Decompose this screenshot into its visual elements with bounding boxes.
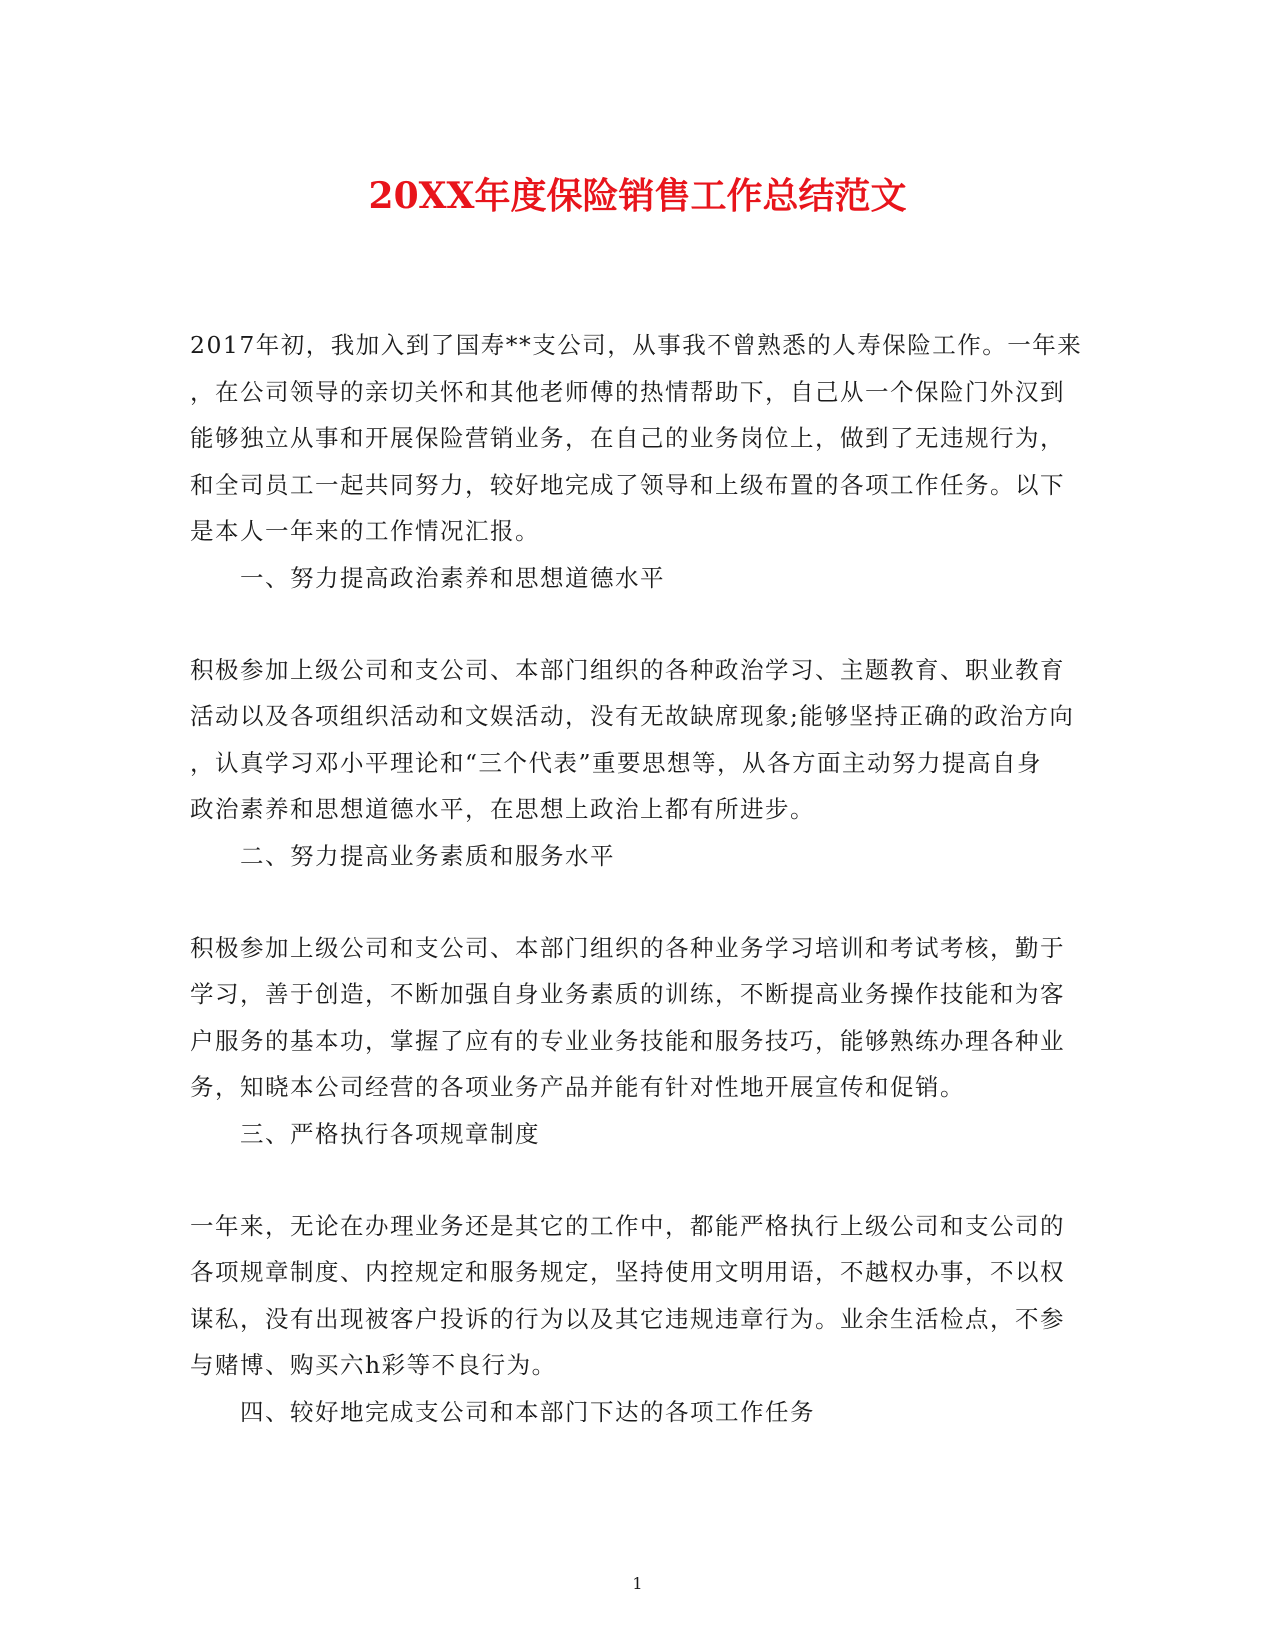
body-line: 谋私，没有出现被客户投诉的行为以及其它违规违章行为。业余生活检点，不参 (190, 1304, 1065, 1333)
body-line: 政治素养和思想道德水平，在思想上政治上都有所进步。 (190, 795, 815, 823)
page-number: 1 (632, 1574, 643, 1593)
document-title: 20XX年度保险销售工作总结范文 (368, 175, 907, 217)
body-line: 2017年初，我加入到了国寿**支公司，从事我不曾熟悉的人寿保险工作。一年来 (190, 331, 1083, 359)
body-line: 积极参加上级公司和支公司、本部门组织的各种政治学习、主题教育、职业教育 (190, 655, 1065, 684)
body-line: 一年来，无论在办理业务还是其它的工作中，都能严格执行上级公司和支公司的 (190, 1211, 1065, 1240)
body-line: 活动以及各项组织活动和文娱活动，没有无故缺席现象;能够坚持正确的政治方向 (190, 702, 1075, 730)
body-line: 能够独立从事和开展保险营销业务，在自己的业务岗位上，做到了无违规行为， (190, 424, 1065, 452)
section-heading: 三、严格执行各项规章制度 (240, 1119, 540, 1148)
section-heading: 一、努力提高政治素养和思想道德水平 (240, 563, 665, 592)
section-heading: 二、努力提高业务素质和服务水平 (240, 841, 615, 870)
body-line: 各项规章制度、内控规定和服务规定，坚持使用文明用语，不越权办事，不以权 (190, 1258, 1065, 1286)
body-line: 和全司员工一起共同努力，较好地完成了领导和上级布置的各项工作任务。以下 (190, 470, 1065, 499)
body-line: 与赌博、购买六h彩等不良行为。 (190, 1351, 557, 1379)
body-line: 户服务的基本功，掌握了应有的专业业务技能和服务技巧，能够熟练办理各种业 (190, 1026, 1065, 1055)
body-line: 积极参加上级公司和支公司、本部门组织的各种业务学习培训和考试考核，勤于 (190, 933, 1065, 962)
body-line: 学习，善于创造，不断加强自身业务素质的训练，不断提高业务操作技能和为客 (190, 980, 1065, 1008)
body-line: 是本人一年来的工作情况汇报。 (190, 517, 540, 545)
body-line: ，认真学习邓小平理论和“三个代表”重要思想等，从各方面主动努力提高自身 (190, 748, 1043, 777)
section-heading: 四、较好地完成支公司和本部门下达的各项工作任务 (240, 1397, 815, 1426)
body-line: 务，知晓本公司经营的各项业务产品并能有针对性地开展宣传和促销。 (190, 1073, 965, 1101)
body-line: ，在公司领导的亲切关怀和其他老师傅的热情帮助下，自己从一个保险门外汉到 (190, 377, 1065, 406)
